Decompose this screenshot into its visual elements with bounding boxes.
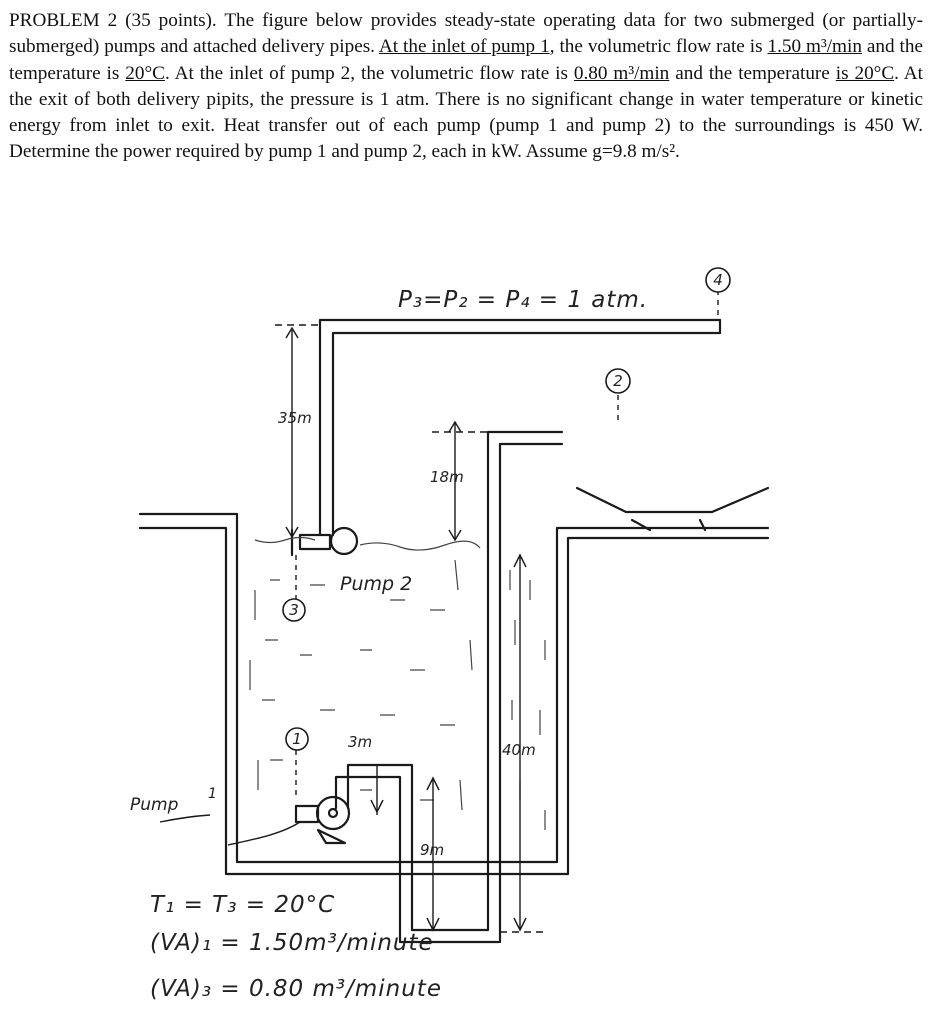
temperature-note: T₁ = T₃ = 20°C	[150, 892, 336, 918]
state-markers	[283, 268, 730, 750]
problem-text-5: and the temperature	[669, 62, 836, 84]
pump1-label: Pump	[130, 795, 179, 815]
dimension-lines	[160, 290, 718, 932]
dim-18m: 18m	[430, 468, 464, 486]
problem-text-2: , the volumetric flow rate is	[549, 36, 768, 58]
dim-9m: 9m	[420, 841, 445, 859]
flow-rate-3-note: (VA)₃ = 0.80 m³/minute	[150, 976, 442, 1002]
problem-text-3: and the temperature is	[9, 36, 923, 84]
pump2-label: Pump 2	[340, 573, 413, 595]
state-numbers	[289, 271, 723, 748]
pump2-body	[292, 528, 357, 555]
flow-rate-2-underlined: 0.80 m³/min	[573, 62, 670, 84]
pressure-note: P₃=P₂ = P₄ = 1 atm.	[398, 287, 649, 313]
state-2-label: 2	[613, 372, 623, 390]
problem-text-6: . At the exit of both delivery pipits, the pressure is 1 atm. There is no significant change in water temperature or kinetic energy from inlet to exit. Heat transfer out of each pump (pump 1 and pump 2) to the surroundings is 450 W. Determine the power required by pump 1 and pump 2, each in kW. Assume g=9.8 m/s².	[9, 62, 923, 163]
flow-rate-1-underlined: 1.50 m³/min	[767, 36, 862, 58]
problem-text-4: . At the inlet of pump 2, the volumetric flow rate is	[164, 62, 574, 84]
pump2-delivery-pipe	[320, 320, 720, 535]
outlet-trough	[577, 488, 768, 530]
state-1-label: 1	[292, 730, 302, 748]
temp-1-underlined: 20°C	[125, 62, 165, 84]
temp-2-underlined: is 20°C	[835, 62, 895, 84]
flow-rate-1-note: (VA)₁ = 1.50m³/minute	[150, 930, 434, 956]
dim-35m: 35m	[278, 409, 312, 427]
pump1-delivery-pipe	[336, 432, 562, 942]
state-4-label: 4	[713, 271, 723, 289]
tank-walls	[140, 514, 768, 874]
dim-40m: 40m	[502, 741, 536, 759]
problem-text-1: PROBLEM 2 (35 points). The figure below provides steady-state operating data for two submerged (or partially-submerged) pumps and attached delivery pipes.	[9, 10, 923, 58]
state-3-label: 3	[289, 601, 299, 619]
pump1-inlet-underlined: At the inlet of pump 1	[378, 36, 550, 58]
dim-3m: 3m	[348, 733, 373, 751]
pump1-number: 1	[208, 786, 217, 802]
pump1-body	[296, 797, 349, 843]
pump-diagram	[0, 250, 929, 1024]
problem-statement	[9, 8, 923, 166]
